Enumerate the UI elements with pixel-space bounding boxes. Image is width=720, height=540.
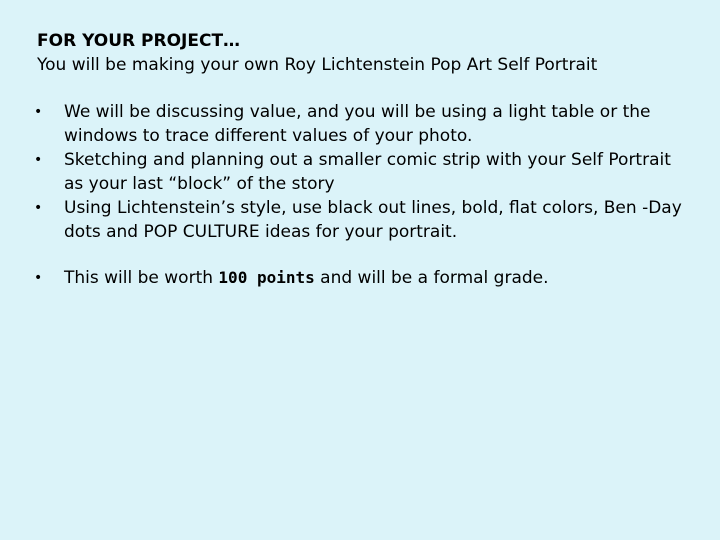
project-heading: FOR YOUR PROJECT… bbox=[37, 31, 241, 51]
bullet-marker: • bbox=[34, 104, 43, 120]
bullet-marker: • bbox=[34, 200, 43, 216]
bullet-item bbox=[0, 148, 694, 196]
bullet-text: Using Lichtenstein’s style, use black out lines, bold, flat colors, Ben -Day dots and POP CULTURE ideas for your portrait. bbox=[64, 198, 682, 242]
bullet-text: We will be discussing value, and you will be using a light table or the windows to trace different values of your photo. bbox=[64, 102, 651, 146]
project-subheading: You will be making your own Roy Lichtenstein Pop Art Self Portrait bbox=[37, 55, 598, 75]
grade-text-before: This will be worth bbox=[64, 268, 219, 288]
bullet-text: Sketching and planning out a smaller comic strip with your Self Portrait as your last “block” of the story bbox=[64, 150, 671, 194]
bullet-marker: • bbox=[34, 152, 43, 168]
grade-text-after: and will be a formal grade. bbox=[314, 268, 549, 288]
bullet-item bbox=[0, 100, 694, 148]
bullet-marker: • bbox=[34, 270, 43, 286]
grade-bullet bbox=[0, 266, 694, 290]
bullet-item bbox=[0, 196, 694, 244]
bullet-list bbox=[0, 100, 694, 290]
points-emphasis: 100 points bbox=[218, 268, 315, 287]
